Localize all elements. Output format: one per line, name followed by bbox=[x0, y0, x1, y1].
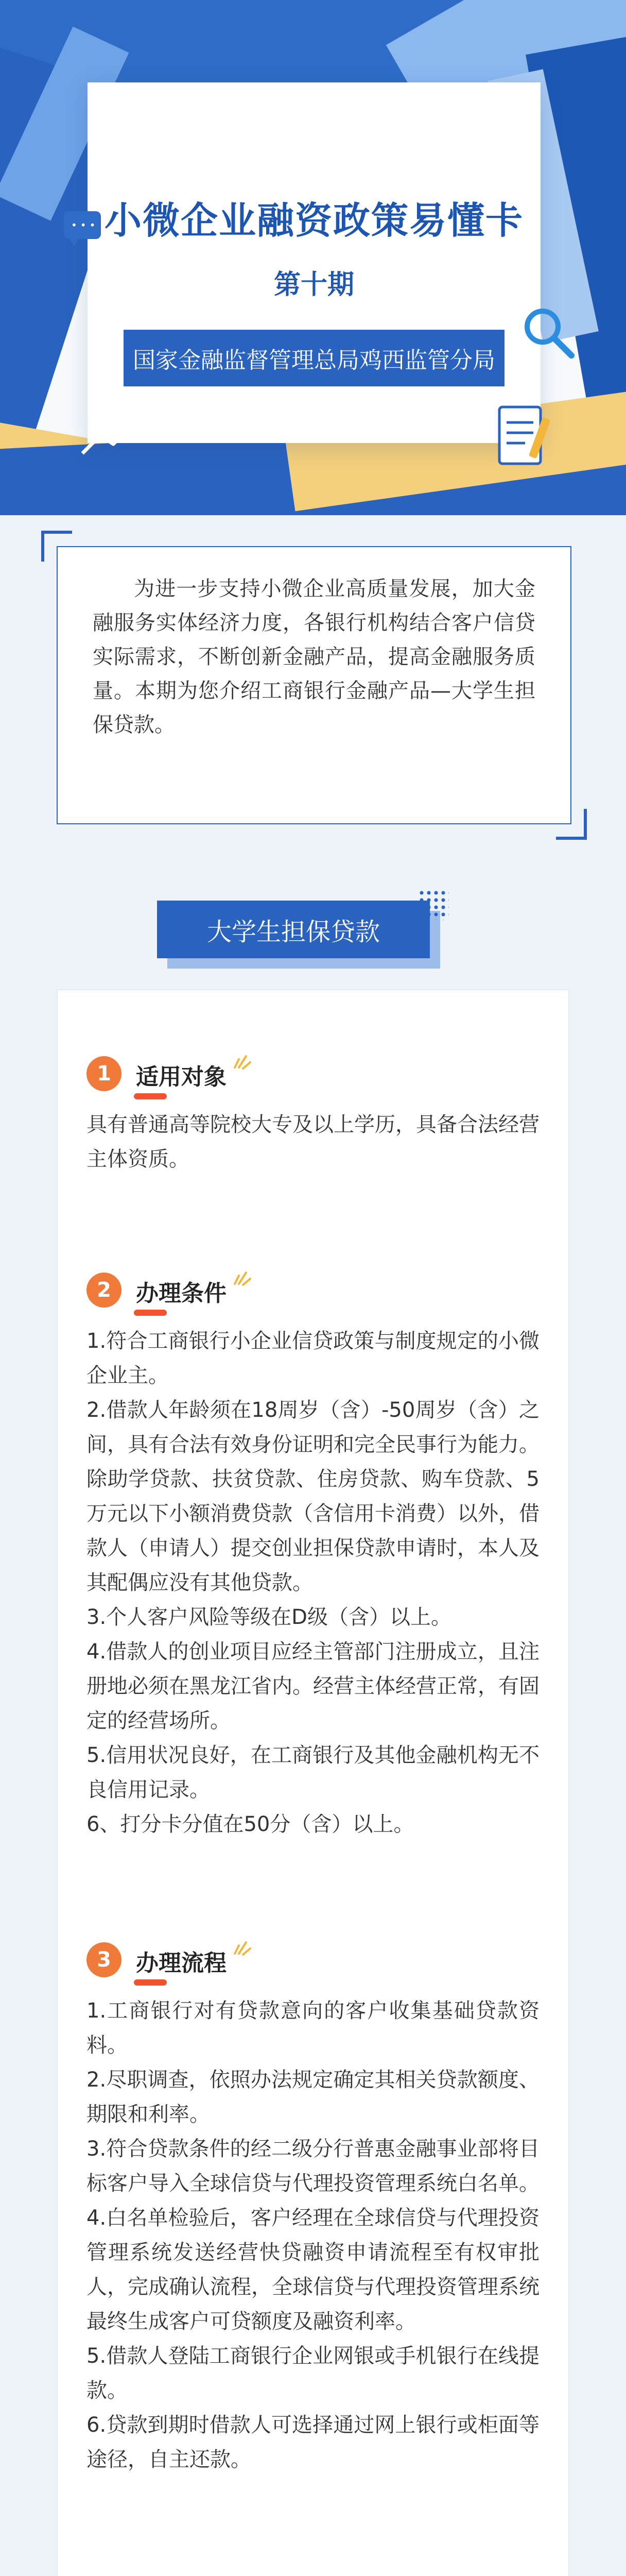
item-body-line: 5.信用状况良好，在工商银行及其他金融机构无不良信用记录。 bbox=[86, 1743, 540, 1802]
detail-item bbox=[86, 1932, 540, 2477]
item-body-line: 4.白名单检验后，客户经理在全球信贷与代理投资管理系统发送经营快贷融资申请流程至有权审批人，完成确认流程，全球信贷与代理投资管理系统最终生成客户可贷额度及融资利率。 bbox=[86, 2206, 540, 2333]
item-body-line: 4.借款人的创业项目应经主管部门注册成立，且注册地必须在黑龙江省内。经营主体经营正常，有固定的经营场所。 bbox=[86, 1640, 540, 1733]
sparkle-icon bbox=[232, 1265, 252, 1286]
magnifier-icon bbox=[520, 304, 577, 361]
item-body-line: 5.借款人登陆工商银行企业网银或手机银行在线提款。 bbox=[86, 2344, 540, 2402]
item-number-badge: 1 bbox=[86, 1056, 121, 1091]
item-heading-label: 办理流程 bbox=[136, 1950, 227, 1976]
item-body-line: 1.符合工商银行小企业信贷政策与制度规定的小微企业主。 bbox=[86, 1329, 540, 1387]
item-heading bbox=[86, 1046, 540, 1108]
section-title: 大学生担保贷款 bbox=[157, 901, 430, 958]
detail-item bbox=[86, 1046, 540, 1177]
detail-item bbox=[86, 1262, 540, 1842]
intro-paragraph: 为进一步支持小微企业高质量发展，加大金融服务实体经济力度，各银行机构结合客户信贷实际需求，不断创新金融产品，提高金融服务质量。本期为您介绍工商银行金融产品—大学生担保贷款。 bbox=[93, 577, 535, 737]
page-title: 小微企业融资政策易懂卡 bbox=[104, 199, 524, 242]
item-heading-label: 办理条件 bbox=[136, 1280, 227, 1307]
dot-grid-decor bbox=[418, 889, 449, 920]
sparkle-icon bbox=[232, 1049, 252, 1070]
item-body-line: 具有普通高等院校大专及以上学历，具备合法经营主体资质。 bbox=[86, 1113, 540, 1171]
sparkle-icon bbox=[232, 1935, 252, 1956]
chat-bubble-icon: ••• bbox=[64, 211, 101, 239]
item-body-line: 1.工商银行对有贷款意向的客户收集基础贷款资料。 bbox=[86, 1999, 540, 2057]
item-body-line: 6.贷款到期时借款人可选择通过网上银行或柜面等途径，自主还款。 bbox=[86, 2413, 540, 2471]
item-heading bbox=[86, 1262, 540, 1324]
issue-number: 第十期 bbox=[273, 269, 354, 300]
heading-underline-decor bbox=[134, 1310, 167, 1316]
item-body-line: 6、打分卡分值在50分（含）以上。 bbox=[86, 1812, 414, 1836]
item-body-line: 2.尽职调查，依照办法规定确定其相关贷款额度、期限和利率。 bbox=[86, 2068, 540, 2126]
issuer-banner: 国家金融监督管理总局鸡西监管分局 bbox=[124, 330, 505, 386]
item-body-line: 3.个人客户风险等级在D级（含）以上。 bbox=[86, 1605, 451, 1629]
item-body bbox=[86, 1108, 540, 1177]
item-number-badge: 3 bbox=[86, 1942, 121, 1977]
trend-line-icon bbox=[77, 412, 144, 459]
heading-underline-decor bbox=[134, 1093, 167, 1099]
item-heading bbox=[86, 1932, 540, 1994]
item-number-badge: 2 bbox=[86, 1273, 121, 1308]
header-banner bbox=[0, 0, 626, 515]
document-pen-icon bbox=[494, 397, 556, 474]
item-heading-label: 适用对象 bbox=[136, 1064, 227, 1090]
intro-corner-decor bbox=[556, 809, 587, 840]
heading-underline-decor bbox=[134, 1979, 167, 1986]
item-body bbox=[86, 1324, 540, 1842]
item-body-line: 2.借款人年龄须在18周岁（含）-50周岁（含）之间，具有合法有效身份证明和完全民事行为能力。除助学贷款、扶贫贷款、住房贷款、购车贷款、5万元以下小额消费贷款（含信用卡消费）以外，借款人（申请人）提交创业担保贷款申请时，本人及其配偶应没有其他贷款。 bbox=[86, 1398, 540, 1595]
item-body bbox=[86, 1994, 540, 2477]
item-body-line: 3.符合贷款条件的经二级分行普惠金融事业部将目标客户导入全球信贷与代理投资管理系统白名单。 bbox=[86, 2137, 540, 2195]
